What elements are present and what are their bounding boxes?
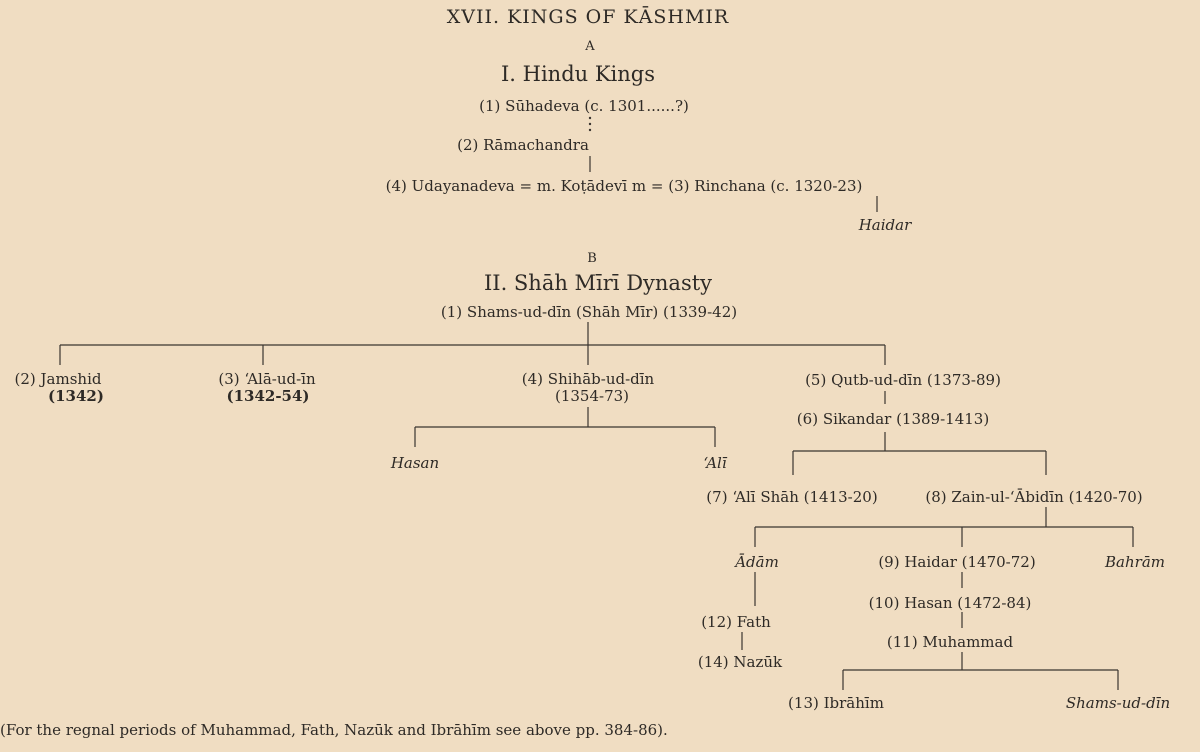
king-nazuk: (14) Nazūk [697, 653, 783, 671]
king-ala-ud-in: (3) ‘Alā-ud-īn [218, 370, 316, 388]
king-hasan: (10) Hasan (1472-84) [868, 594, 1032, 612]
king-muhammad: (11) Muhammad [886, 633, 1014, 651]
king-jamshid: (2) Jamshid [14, 370, 102, 388]
king-ramachandra: (2) Rāmachandra [457, 136, 589, 154]
son-shams-ud-din: Shams-ud-dīn [1065, 694, 1171, 712]
section-a-heading: I. Hindu Kings [501, 62, 655, 86]
dotted-descent-dot [589, 129, 591, 131]
king-fath: (12) Fath [701, 613, 771, 631]
marriage-udayanadeva-rinchana: (4) Udayanadeva = m. Koṭādevī m = (3) Rinchana (c. 1320-23) [385, 177, 863, 195]
page-title: XVII. KINGS OF KĀSHMIR [446, 6, 730, 28]
footnote: (For the regnal periods of Muhammad, Fath, Nazūk and Ibrāhīm see above pp. 384-86). [0, 721, 668, 739]
king-sikandar: (6) Sikandar (1389-1413) [796, 410, 990, 428]
son-adam: Ādām [735, 553, 779, 571]
son-bahram: Bahrām [1105, 553, 1165, 571]
king-jamshid-years: (1342) [48, 387, 104, 405]
king-ali-shah: (7) ‘Alī Shāh (1413-20) [706, 488, 878, 506]
king-suhadeva: (1) Sūhadeva (c. 1301......?) [479, 97, 689, 115]
king-shihab-ud-din: (4) Shihāb-ud-dīn [521, 370, 655, 388]
son-haidar: Haidar [858, 216, 912, 234]
son-hasan: Hasan [390, 454, 440, 472]
son-ali: ‘Alī [703, 454, 727, 472]
section-a-letter: A [585, 39, 595, 54]
dotted-descent-dot [589, 123, 591, 125]
king-shihab-ud-din-years: (1354-73) [554, 387, 630, 405]
king-ibrahim: (13) Ibrāhīm [788, 694, 884, 712]
king-shams-ud-din: (1) Shams-ud-dīn (Shāh Mīr) (1339-42) [440, 303, 738, 321]
king-qutb-ud-din: (5) Qutb-ud-dīn (1373-89) [805, 371, 1001, 389]
section-b-letter: B [587, 251, 597, 266]
king-ala-ud-in-years: (1342-54) [226, 387, 310, 405]
king-zain-ul-abidin: (8) Zain-ul-‘Ābidīn (1420-70) [925, 488, 1143, 506]
king-haidar: (9) Haidar (1470-72) [878, 553, 1036, 571]
dotted-descent-dot [589, 117, 591, 119]
section-b-heading: II. Shāh Mīrī Dynasty [483, 271, 713, 295]
